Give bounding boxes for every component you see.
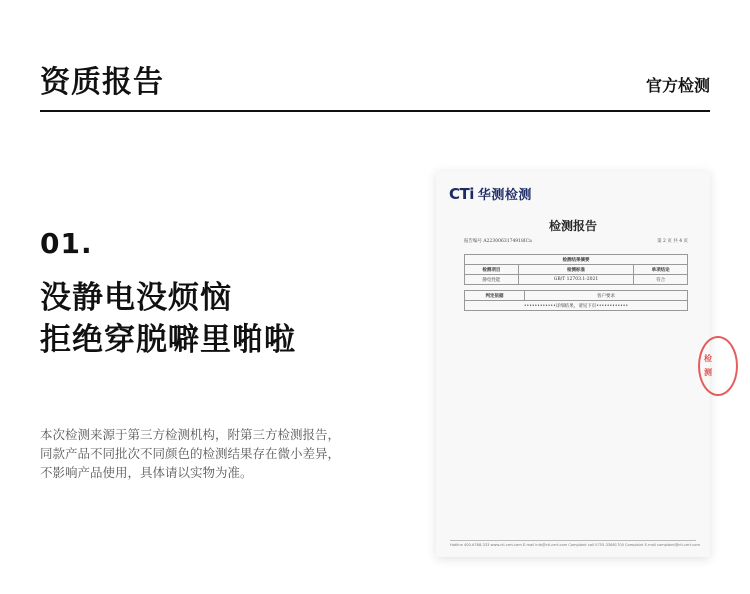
report-number: 报告编号 A2230063174918ICa	[464, 239, 532, 244]
summary-table	[464, 254, 688, 285]
section-number: 01.	[40, 227, 93, 260]
footer-divider	[450, 540, 696, 541]
summary-caption: 检测结果摘要	[465, 255, 688, 265]
table-cell: 符合	[634, 275, 688, 285]
headline-line-2: 拒绝穿脱噼里啪啦	[40, 322, 296, 358]
cti-logo-text: 华测检测	[477, 188, 532, 203]
description-line-3: 不影响产品使用，具体请以实物为准。	[40, 465, 253, 480]
header-tag: 官方检测	[645, 76, 710, 95]
report-meta	[464, 238, 688, 244]
judgement-value: 客户要求	[525, 291, 688, 301]
table-cell: 静电性能	[465, 275, 519, 285]
description-line-1: 本次检测来源于第三方检测机构，附第三方检测报告，	[40, 427, 341, 442]
report-title: 检测报告	[548, 219, 597, 233]
table-header: 单项结论	[634, 265, 688, 275]
test-report-document	[436, 171, 710, 557]
cti-logo	[449, 184, 532, 203]
headline	[40, 277, 296, 361]
description-line-2: 同款产品不同批次不同颜色的检测结果存在微小差异，	[40, 446, 341, 461]
cti-logo-mark: CTi	[449, 184, 474, 203]
report-page: 第 2 页 共 4 页	[657, 239, 688, 244]
seal-stamp: 检 测	[698, 336, 738, 396]
description	[40, 425, 370, 482]
page-title: 资质报告	[40, 65, 164, 100]
judgement-label: 判定依据	[465, 291, 525, 301]
table-header: 检测项目	[465, 265, 519, 275]
report-footer: Hotline 400-6788-333 www.cti-cert.com E-mail info@cti-cert.com Complaint call 0755-33681700 Complaint E-mail complaint@cti-cert.com	[450, 543, 700, 547]
table-cell: GB/T 12703.1-2021	[518, 275, 634, 285]
table-header: 检测标准	[518, 265, 634, 275]
table-row	[465, 275, 688, 285]
header-divider	[40, 110, 710, 112]
judgement-note: ••••••••••••详细结果，请见下页••••••••••••	[465, 301, 688, 311]
headline-line-1: 没静电没烦恼	[40, 280, 232, 316]
judgement-table	[464, 290, 688, 311]
